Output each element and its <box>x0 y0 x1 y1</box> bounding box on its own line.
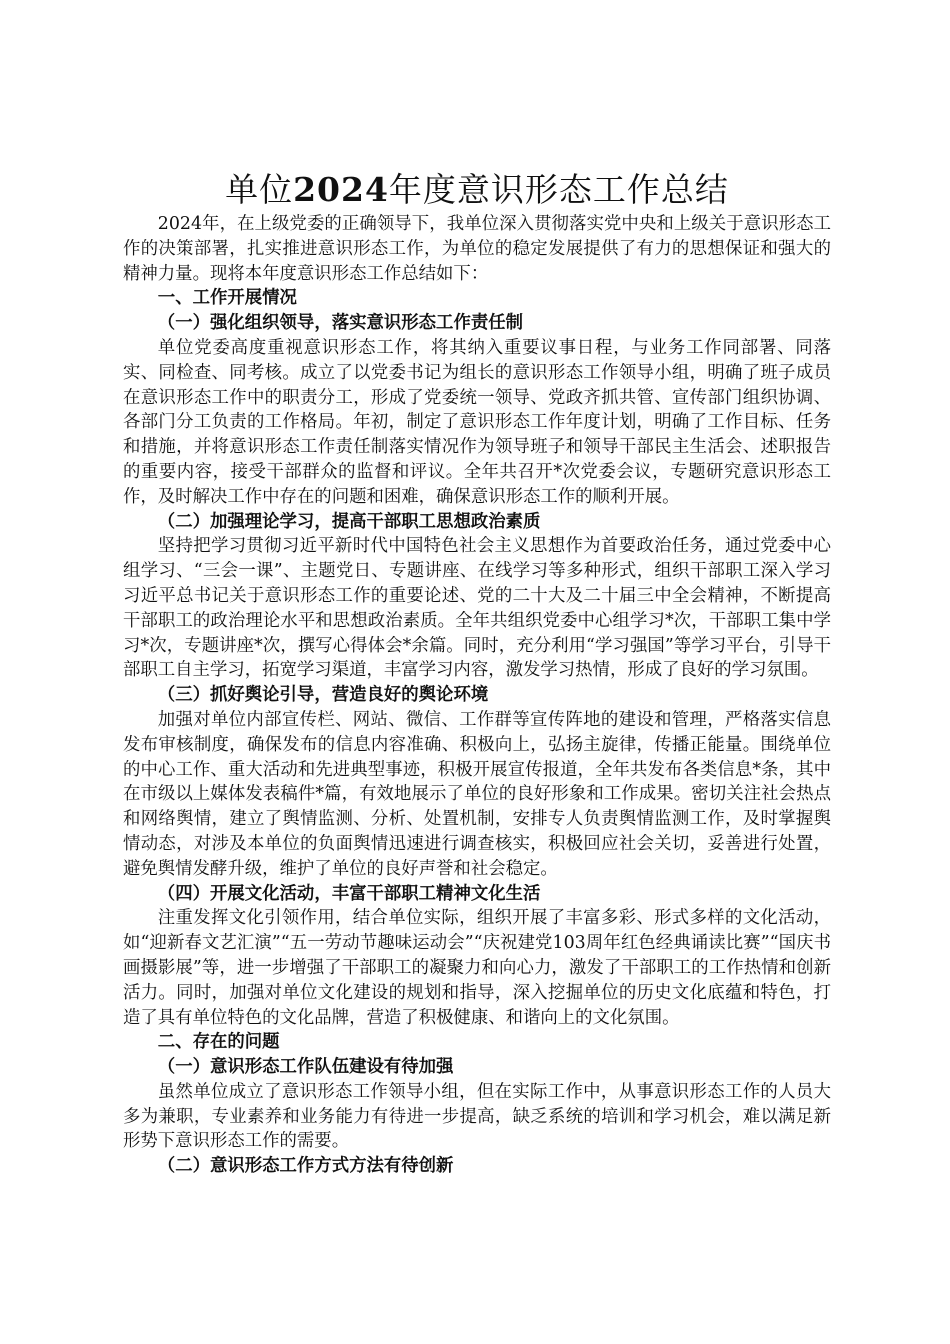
title-year: 2024 <box>293 170 389 209</box>
subsection-body-1-4: 注重发挥文化引领作用，结合单位实际，组织开展了丰富多彩、形式多样的文化活动，如“迎新春文艺汇演”“五一劳动节趣味运动会”“庆祝建党103周年红色经典诵读比赛”“国庆书画摄影展”等，进一步增强了干部职工的凝聚力和向心力，激发了干部职工的工作热情和创新活力。同时，加强对单位文化建设的规划和指导，深入挖掘单位的历史文化底蕴和特色，打造了具有单位特色的文化品牌，营造了积极健康、和谐向上的文化氛围。 <box>123 908 831 1028</box>
intro-paragraph: 2024年，在上级党委的正确领导下，我单位深入贯彻落实党中央和上级关于意识形态工作的决策部署，扎实推进意识形态工作，为单位的稳定发展提供了有力的思想保证和强大的精神力量。现将本年度意识形态工作总结如下： <box>123 214 831 284</box>
subsection-heading-1-2: （二）加强理论学习，提高干部职工思想政治素质 <box>157 511 541 532</box>
subsection-heading-1-3: （三）抓好舆论引导，营造良好的舆论环境 <box>157 685 489 706</box>
subsection-body-1-3: 加强对单位内部宣传栏、网站、微信、工作群等宣传阵地的建设和管理，严格落实信息发布审核制度，确保发布的信息内容准确、积极向上，弘扬主旋律，传播正能量。围绕单位的中心工作、重大活动和先进典型事迹，积极开展宣传报道，全年共发布各类信息*条，其中在市级以上媒体发表稿件*篇，有效地展示了单位的良好形象和工作成果。密切关注社会热点和网络舆情，建立了舆情监测、分析、处置机制，安排专人负责舆情监测工作，及时掌握舆情动态，对涉及本单位的负面舆情迅速进行调查核实，积极回应社会关切，妥善进行处置，避免舆情发酵升级，维护了单位的良好声誉和社会稳定。 <box>123 709 831 879</box>
subsection-body-1-1: 单位党委高度重视意识形态工作，将其纳入重要议事日程，与业务工作同部署、同落实、同检查、同考核。成立了以党委书记为组长的意识形态工作领导小组，明确了班子成员在意识形态工作中的职责分工，形成了党委统一领导、党政齐抓共管、宣传部门组织协调、各部门分工负责的工作格局。年初，制定了意识形态工作年度计划，明确了工作目标、任务和措施，并将意识形态工作责任制落实情况作为领导班子和领导干部民主生活会、述职报告的重要内容，接受干部群众的监督和评议。全年共召开*次党委会议，专题研究意识形态工作，及时解决工作中存在的问题和困难，确保意识形态工作的顺利开展。 <box>123 337 831 507</box>
section-heading-1: 一、工作开展情况 <box>157 288 297 309</box>
title-suffix: 年度意识形态工作总结 <box>388 170 729 209</box>
document-title <box>123 170 831 210</box>
subsection-body-1-2: 坚持把学习贯彻习近平新时代中国特色社会主义思想作为首要政治任务，通过党委中心组学习、“三会一课”、主题党日、专题讲座、在线学习等多种形式，组织干部职工深入学习习近平总书记关于意识形态工作的重要论述、党的二十大及二十届三中全会精神，不断提高干部职工的政治理论水平和思想政治素质。全年共组织党委中心组学习*次，干部职工集中学习*次，专题讲座*次，撰写心得体会*余篇。同时，充分利用“学习强国”等学习平台，引导干部职工自主学习，拓宽学习渠道，丰富学习内容，激发学习热情，形成了良好的学习氛围。 <box>123 536 831 681</box>
document-page <box>123 170 831 1179</box>
subsection-body-2-1: 虽然单位成立了意识形态工作领导小组，但在实际工作中，从事意识形态工作的人员大多为兼职，专业素养和业务能力有待进一步提高，缺乏系统的培训和学习机会，难以满足新形势下意识形态工作的需要。 <box>123 1081 831 1152</box>
subsection-heading-1-4: （四）开展文化活动，丰富干部职工精神文化生活 <box>157 883 541 904</box>
subsection-heading-2-2: （二）意识形态工作方式方法有待创新 <box>157 1156 454 1177</box>
subsection-heading-2-1: （一）意识形态工作队伍建设有待加强 <box>157 1057 454 1078</box>
subsection-heading-1-1: （一）强化组织领导，落实意识形态工作责任制 <box>157 313 524 334</box>
section-heading-2: 二、存在的问题 <box>157 1032 280 1053</box>
title-prefix: 单位 <box>225 170 294 209</box>
